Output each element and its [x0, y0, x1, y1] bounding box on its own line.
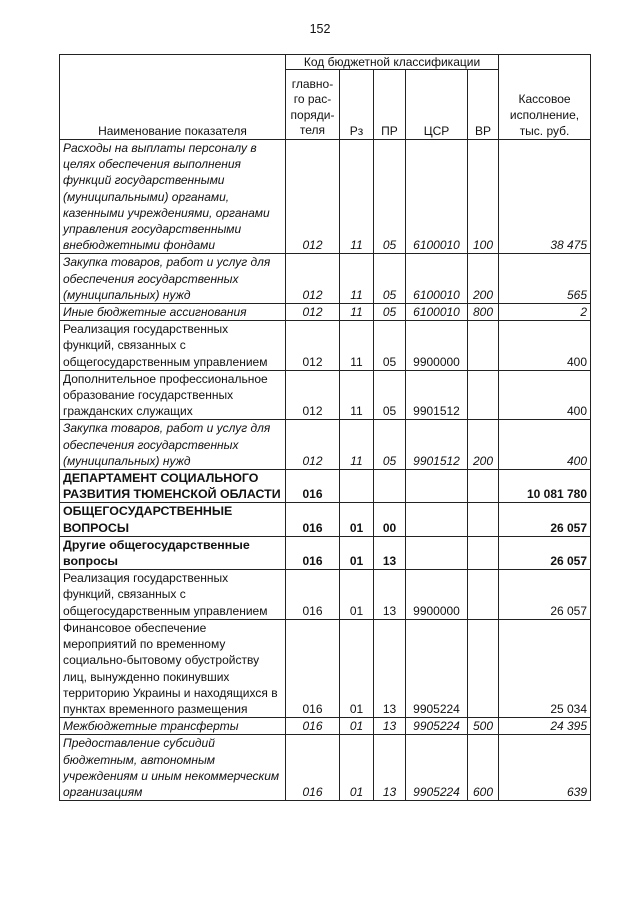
cell-section	[340, 470, 374, 503]
cell-cash-execution: 400	[499, 420, 591, 470]
cell-subsection: 05	[374, 304, 406, 321]
cell-subsection	[374, 470, 406, 503]
header-main-manager: главно-го рас-поряди-теля	[286, 70, 340, 140]
cell-cash-execution: 2	[499, 304, 591, 321]
cell-cash-execution: 24 395	[499, 718, 591, 735]
cell-cash-execution: 26 057	[499, 570, 591, 620]
cell-target-article: 6100010	[406, 254, 468, 304]
cell-main-manager: 012	[286, 254, 340, 304]
cell-subsection: 00	[374, 503, 406, 536]
header-cash-execution: Кассовое исполнение, тыс. руб.	[499, 55, 591, 140]
cell-main-manager: 016	[286, 718, 340, 735]
cell-section: 01	[340, 735, 374, 801]
cell-target-article	[406, 536, 468, 569]
cell-target-article	[406, 470, 468, 503]
cell-cash-execution: 26 057	[499, 503, 591, 536]
cell-subsection: 05	[374, 321, 406, 371]
table-row	[60, 536, 591, 569]
cell-section: 01	[340, 619, 374, 717]
cell-subsection: 05	[374, 254, 406, 304]
cell-name: Предоставление субсидий бюджетным, автономным учреждениям и иным некоммерческим организациям	[60, 735, 286, 801]
cell-name: ДЕПАРТАМЕНТ СОЦИАЛЬНОГО РАЗВИТИЯ ТЮМЕНСКОЙ ОБЛАСТИ	[60, 470, 286, 503]
cell-section: 11	[340, 254, 374, 304]
cell-main-manager: 012	[286, 420, 340, 470]
cell-target-article: 9900000	[406, 321, 468, 371]
page-number: 152	[309, 22, 331, 36]
header-subsection: ПР	[374, 70, 406, 140]
cell-main-manager: 012	[286, 370, 340, 420]
cell-subsection: 13	[374, 735, 406, 801]
table-row	[60, 718, 591, 735]
cell-main-manager: 016	[286, 503, 340, 536]
cell-name: Иные бюджетные ассигнования	[60, 304, 286, 321]
cell-target-article: 9905224	[406, 735, 468, 801]
table-header	[60, 55, 591, 140]
table-row	[60, 470, 591, 503]
cell-target-article: 9901512	[406, 420, 468, 470]
cell-target-article: 9905224	[406, 619, 468, 717]
table-row	[60, 321, 591, 371]
cell-cash-execution: 400	[499, 321, 591, 371]
cell-section: 11	[340, 370, 374, 420]
cell-target-article	[406, 503, 468, 536]
cell-subsection: 13	[374, 570, 406, 620]
cell-target-article: 9905224	[406, 718, 468, 735]
cell-main-manager: 016	[286, 536, 340, 569]
cell-expense-type	[468, 503, 499, 536]
table-body	[60, 140, 591, 801]
cell-expense-type	[468, 570, 499, 620]
cell-cash-execution: 26 057	[499, 536, 591, 569]
cell-target-article: 6100010	[406, 304, 468, 321]
cell-expense-type: 100	[468, 140, 499, 254]
cell-section: 01	[340, 536, 374, 569]
cell-expense-type: 500	[468, 718, 499, 735]
header-name: Наименование показателя	[60, 55, 286, 140]
cell-main-manager: 016	[286, 570, 340, 620]
cell-target-article: 9901512	[406, 370, 468, 420]
table-row	[60, 370, 591, 420]
cell-cash-execution: 565	[499, 254, 591, 304]
cell-main-manager: 016	[286, 619, 340, 717]
cell-subsection: 05	[374, 370, 406, 420]
cell-target-article: 6100010	[406, 140, 468, 254]
cell-subsection: 13	[374, 718, 406, 735]
header-section: Рз	[340, 70, 374, 140]
cell-expense-type: 200	[468, 254, 499, 304]
cell-cash-execution: 400	[499, 370, 591, 420]
cell-expense-type	[468, 619, 499, 717]
cell-section: 01	[340, 570, 374, 620]
cell-subsection: 05	[374, 140, 406, 254]
cell-section: 11	[340, 420, 374, 470]
cell-section: 11	[340, 321, 374, 371]
cell-name: ОБЩЕГОСУДАРСТВЕННЫЕ ВОПРОСЫ	[60, 503, 286, 536]
cell-subsection: 13	[374, 536, 406, 569]
cell-section: 01	[340, 503, 374, 536]
cell-main-manager: 012	[286, 321, 340, 371]
table-row	[60, 735, 591, 801]
cell-name: Межбюджетные трансферты	[60, 718, 286, 735]
cell-expense-type	[468, 370, 499, 420]
cell-subsection: 13	[374, 619, 406, 717]
cell-main-manager: 016	[286, 735, 340, 801]
cell-cash-execution: 25 034	[499, 619, 591, 717]
cell-name: Финансовое обеспечение мероприятий по временному социально-бытовому обустройству лиц, вынужденно покинувших территорию Украины и находящихся в пунктах временного размещения	[60, 619, 286, 717]
cell-subsection: 05	[374, 420, 406, 470]
cell-section: 11	[340, 140, 374, 254]
cell-name: Закупка товаров, работ и услуг для обеспечения государственных (муниципальных) нужд	[60, 420, 286, 470]
cell-main-manager: 016	[286, 470, 340, 503]
table-row	[60, 420, 591, 470]
cell-name: Дополнительное профессиональное образование государственных гражданских служащих	[60, 370, 286, 420]
table-row	[60, 503, 591, 536]
cell-target-article: 9900000	[406, 570, 468, 620]
cell-expense-type	[468, 321, 499, 371]
header-target-article: ЦСР	[406, 70, 468, 140]
cell-name: Другие общегосударственные вопросы	[60, 536, 286, 569]
table-row	[60, 140, 591, 254]
cell-expense-type	[468, 470, 499, 503]
cell-section: 01	[340, 718, 374, 735]
table-row	[60, 254, 591, 304]
table-row	[60, 570, 591, 620]
cell-name: Реализация государственных функций, связанных с общегосударственным управлением	[60, 570, 286, 620]
cell-main-manager: 012	[286, 304, 340, 321]
budget-table	[59, 54, 591, 801]
table-row	[60, 619, 591, 717]
cell-expense-type: 800	[468, 304, 499, 321]
cell-name: Закупка товаров, работ и услуг для обеспечения государственных (муниципальных) нужд	[60, 254, 286, 304]
cell-cash-execution: 639	[499, 735, 591, 801]
cell-expense-type: 600	[468, 735, 499, 801]
cell-main-manager: 012	[286, 140, 340, 254]
cell-name: Реализация государственных функций, связанных с общегосударственным управлением	[60, 321, 286, 371]
cell-cash-execution: 38 475	[499, 140, 591, 254]
cell-cash-execution: 10 081 780	[499, 470, 591, 503]
table-row	[60, 304, 591, 321]
cell-expense-type	[468, 536, 499, 569]
header-code-group: Код бюджетной классификации	[286, 55, 499, 70]
cell-section: 11	[340, 304, 374, 321]
header-expense-type: ВР	[468, 70, 499, 140]
cell-name: Расходы на выплаты персоналу в целях обеспечения выполнения функций государственными (муниципальными) органами, казенными учреждениями, органами управления государственными внебюджетными фондами	[60, 140, 286, 254]
cell-expense-type: 200	[468, 420, 499, 470]
